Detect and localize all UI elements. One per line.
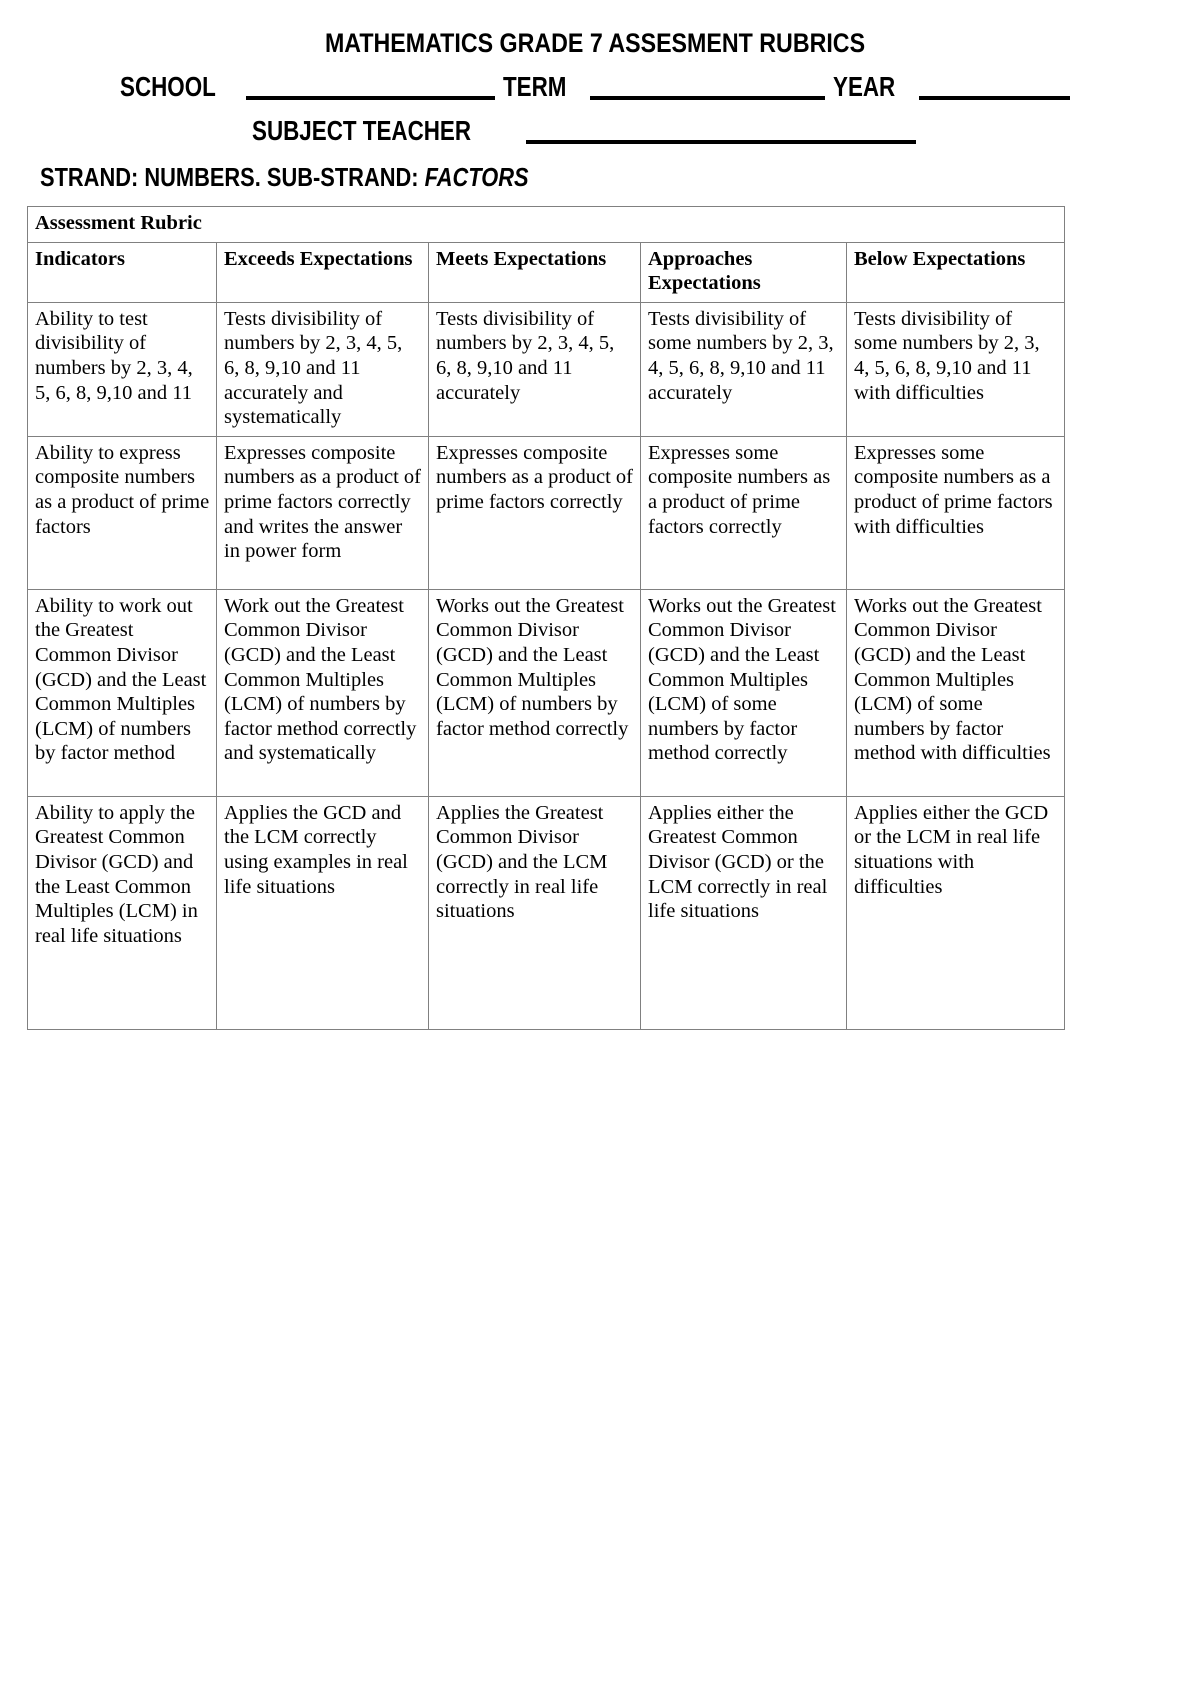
- cell-below: Tests divisibility of some numbers by 2, 3, 4, 5, 6, 8, 9,10 and 11 with difficulties: [847, 302, 1065, 436]
- cell-indicator: Ability to apply the Greatest Common Divisor (GCD) and the Least Common Multiples (LCM) in real life situations: [28, 796, 217, 1029]
- column-header-meets: Meets Expectations: [429, 242, 641, 302]
- cell-meets: Works out the Greatest Common Divisor (GCD) and the Least Common Multiples (LCM) of numbers by factor method correctly: [429, 589, 641, 796]
- cell-below: Works out the Greatest Common Divisor (GCD) and the Least Common Multiples (LCM) of some numbers by factor method with difficulties: [847, 589, 1065, 796]
- table-header-row: [28, 242, 1065, 302]
- cell-meets: Tests divisibility of numbers by 2, 3, 4, 5, 6, 8, 9,10 and 11 accurately: [429, 302, 641, 436]
- assessment-rubric-table: [27, 206, 1065, 1030]
- year-input[interactable]: [919, 74, 1070, 100]
- cell-approaches: Expresses some composite numbers as a product of prime factors correctly: [641, 436, 847, 589]
- school-label: SCHOOL: [120, 71, 216, 102]
- table-caption-row: [28, 207, 1065, 243]
- cell-indicator: Ability to work out the Greatest Common Divisor (GCD) and the Least Common Multiples (LCM) of numbers by factor method: [28, 589, 217, 796]
- year-label: YEAR: [833, 71, 896, 102]
- school-term-year-row: [120, 72, 1070, 102]
- cell-indicator: Ability to test divisibility of numbers by 2, 3, 4, 5, 6, 8, 9,10 and 11: [28, 302, 217, 436]
- column-header-below: Below Expectations: [847, 242, 1065, 302]
- assessment-rubric-table-wrapper: [27, 206, 1064, 1030]
- cell-approaches: Applies either the Greatest Common Divisor (GCD) or the LCM correctly in real life situations: [641, 796, 847, 1029]
- term-input[interactable]: [590, 74, 825, 100]
- table-row: [28, 796, 1065, 1029]
- table-row: [28, 436, 1065, 589]
- cell-approaches: Works out the Greatest Common Divisor (GCD) and the Least Common Multiples (LCM) of some numbers by factor method correctly: [641, 589, 847, 796]
- column-header-indicators: Indicators: [28, 242, 217, 302]
- page-title: [0, 28, 1191, 58]
- table-caption: Assessment Rubric: [28, 207, 1065, 243]
- table-row: [28, 589, 1065, 796]
- subject-teacher-label: SUBJECT TEACHER: [252, 115, 472, 146]
- subject-teacher-row: [252, 116, 952, 146]
- table-row: [28, 302, 1065, 436]
- subject-teacher-input[interactable]: [526, 118, 916, 144]
- cell-exceeds: Tests divisibility of numbers by 2, 3, 4, 5, 6, 8, 9,10 and 11 accurately and systematically: [217, 302, 429, 436]
- cell-below: Applies either the GCD or the LCM in real life situations with difficulties: [847, 796, 1065, 1029]
- term-label: TERM: [502, 71, 567, 102]
- cell-exceeds: Expresses composite numbers as a product of prime factors correctly and writes the answer in power form: [217, 436, 429, 589]
- column-header-exceeds: Exceeds Expectations: [217, 242, 429, 302]
- sub-strand-name: FACTORS: [424, 162, 529, 192]
- column-header-approaches: Approaches Expectations: [641, 242, 847, 302]
- cell-exceeds: Work out the Greatest Common Divisor (GCD) and the Least Common Multiples (LCM) of numbers by factor method correctly and systematically: [217, 589, 429, 796]
- cell-exceeds: Applies the GCD and the LCM correctly using examples in real life situations: [217, 796, 429, 1029]
- school-input[interactable]: [246, 74, 495, 100]
- cell-indicator: Ability to express composite numbers as a product of prime factors: [28, 436, 217, 589]
- page-title-text: MATHEMATICS GRADE 7 ASSESMENT RUBRICS: [325, 28, 866, 58]
- cell-meets: Expresses composite numbers as a product of prime factors correctly: [429, 436, 641, 589]
- cell-meets: Applies the Greatest Common Divisor (GCD) and the LCM correctly in real life situations: [429, 796, 641, 1029]
- cell-below: Expresses some composite numbers as a product of prime factors with difficulties: [847, 436, 1065, 589]
- cell-approaches: Tests divisibility of some numbers by 2, 3, 4, 5, 6, 8, 9,10 and 11 accurately: [641, 302, 847, 436]
- strand-prefix: STRAND: NUMBERS. SUB-STRAND:: [40, 162, 425, 192]
- strand-heading: [40, 162, 622, 192]
